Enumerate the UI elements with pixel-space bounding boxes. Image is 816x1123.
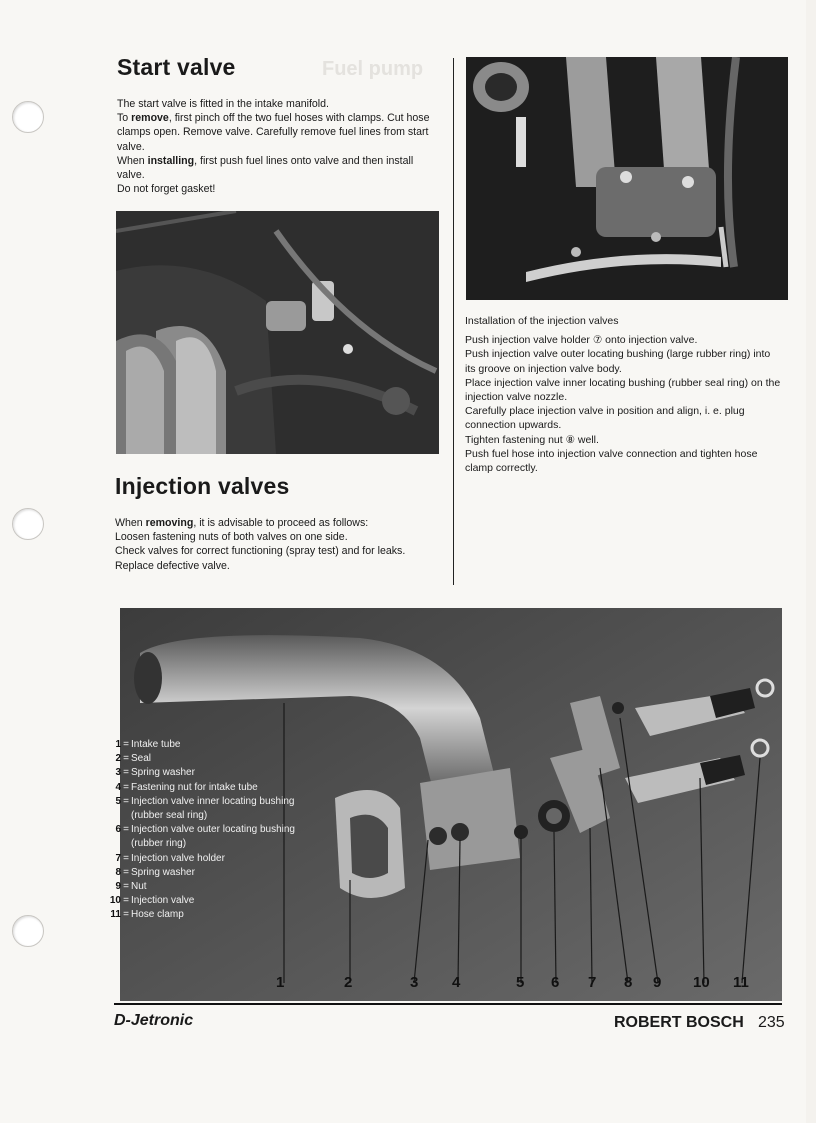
legend-row: 2 = Seal xyxy=(115,753,152,765)
parts-legend xyxy=(108,738,295,923)
legend-row: 6 = Injection valve outer locating bushing xyxy=(115,824,295,836)
installation-line: Push fuel hose into injection valve connection and tighten hose clamp correctly. xyxy=(465,447,758,475)
part-number-label: 7 xyxy=(588,974,597,991)
installation-text xyxy=(465,314,783,475)
start-valve-photo xyxy=(116,211,439,454)
installation-line: Tighten fastening nut ⑧ well. xyxy=(465,433,599,446)
part-number-label: 5 xyxy=(516,974,525,991)
column-divider xyxy=(453,58,454,585)
legend-row: 11 = Hose clamp xyxy=(110,909,184,921)
bleed-through-heading: Fuel pump xyxy=(322,58,424,80)
part-number-label: 4 xyxy=(452,974,461,991)
part-number-label: 11 xyxy=(733,974,749,991)
legend-row: 4 = Fastening nut for intake tube xyxy=(115,781,258,793)
injection-valves-p2: Loosen fastening nuts of both valves on one side. xyxy=(115,531,348,544)
part-number-label: 8 xyxy=(624,974,633,991)
part-number-label: 6 xyxy=(551,974,560,991)
injection-valves-photo xyxy=(466,57,788,300)
injection-valves-p3: Check valves for correct functioning (spray test) and for leaks. xyxy=(115,545,406,558)
page-number: 235 xyxy=(758,1014,785,1031)
part-number-label: 3 xyxy=(410,974,419,991)
injection-valves-p4: Replace defective valve. xyxy=(115,559,230,572)
start-valve-p3: When installing, first push fuel lines onto valve and then install valve. xyxy=(117,154,414,182)
punch-hole-top xyxy=(12,101,44,133)
start-valve-p4: Do not forget gasket! xyxy=(117,183,216,196)
part-number-label: 10 xyxy=(693,974,710,991)
footer-system-name: D-Jetronic xyxy=(114,1012,194,1029)
installation-line: Carefully place injection valve in position and align, i. e. plug connection upwards. xyxy=(465,405,745,432)
legend-row: 5 = Injection valve inner locating bushing xyxy=(115,795,295,807)
installation-caption: Installation of the injection valves xyxy=(465,315,619,327)
injection-valves-p1: When removing, it is advisable to proceed as follows: xyxy=(115,517,369,529)
punch-hole-middle xyxy=(12,508,44,540)
part-number-label: 9 xyxy=(653,974,662,991)
part-number-label: 2 xyxy=(344,974,353,991)
part-number-label: 1 xyxy=(276,974,285,991)
injection-valves-heading: Injection valves xyxy=(115,473,290,499)
footer-brand: ROBERT BOSCH xyxy=(614,1014,744,1031)
start-valve-heading: Start valve xyxy=(117,54,236,80)
legend-row: 9 = Nut xyxy=(115,881,147,893)
legend-row: 1 = Intake tube xyxy=(115,739,181,750)
legend-row: 10 = Injection valve xyxy=(109,895,195,907)
footer-rule xyxy=(114,1003,782,1005)
legend-row: (rubber seal ring) xyxy=(131,810,208,822)
legend-row: (rubber ring) xyxy=(131,838,187,850)
installation-line: Push injection valve outer locating bushing (large rubber ring) into its groove on injection valve body. xyxy=(465,348,771,375)
legend-row: 3 = Spring washer xyxy=(115,767,195,779)
injection-valves-text xyxy=(115,516,435,573)
installation-line: Place injection valve inner locating bushing (rubber seal ring) on the injection valve nozzle. xyxy=(465,376,781,404)
punch-hole-bottom xyxy=(12,915,44,947)
start-valve-p1: The start valve is fitted in the intake manifold. xyxy=(117,98,329,110)
start-valve-text xyxy=(117,97,437,196)
installation-line: Push injection valve holder ⑦ onto injection valve. xyxy=(465,334,698,347)
legend-row: 7 = Injection valve holder xyxy=(115,852,225,864)
start-valve-p2: To remove, first pinch off the two fuel hoses with clamps. Cut hose clamps open. Remove valve. Carefully remove fuel lines from start valve. xyxy=(117,112,430,153)
legend-row: 8 = Spring washer xyxy=(115,866,195,878)
